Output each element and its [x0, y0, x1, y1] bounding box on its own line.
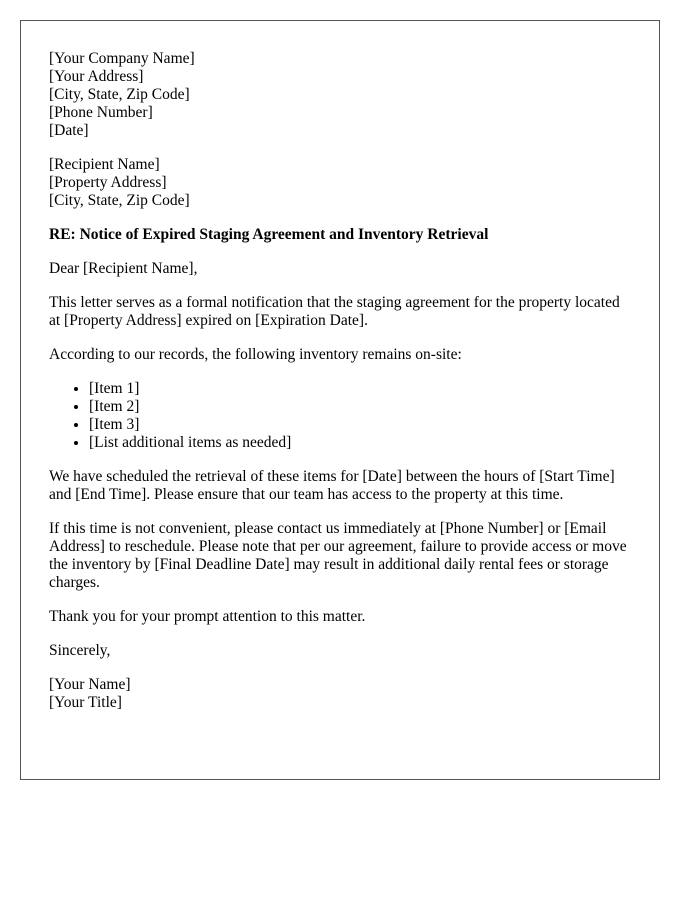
sender-address: [Your Address]: [49, 68, 144, 85]
sender-phone: [Phone Number]: [49, 104, 153, 121]
sender-company: [Your Company Name]: [49, 50, 195, 67]
contact-paragraph: If this time is not convenient, please contact us immediately at [Phone Number] or [Email Address] to reschedule. Please note that per our agreement, failure to provide access or move the inventory by [Final Deadline Date] may result in additional daily rental fees or storage charges.: [49, 520, 627, 591]
list-item: • [Item 2]: [89, 398, 631, 416]
signature-block: [49, 676, 631, 712]
sender-block: [49, 50, 631, 140]
thanks-paragraph: Thank you for your prompt attention to this matter.: [49, 608, 366, 625]
recipient-property-address: [Property Address]: [49, 174, 167, 191]
letter-body: [49, 50, 631, 712]
salutation: Dear [Recipient Name],: [49, 260, 198, 277]
list-item: • [Item 3]: [89, 416, 631, 434]
signature-title: [Your Title]: [49, 694, 122, 711]
sender-city-state-zip: [City, State, Zip Code]: [49, 86, 190, 103]
subject-line: RE: Notice of Expired Staging Agreement and Inventory Retrieval: [49, 226, 489, 243]
signature-name: [Your Name]: [49, 676, 131, 693]
closing: Sincerely,: [49, 642, 111, 659]
inventory-intro-paragraph: According to our records, the following inventory remains on-site:: [49, 346, 462, 363]
recipient-name: [Recipient Name]: [49, 156, 160, 173]
letter-page: [20, 20, 660, 780]
letter-date: [Date]: [49, 122, 89, 139]
schedule-paragraph: We have scheduled the retrieval of these items for [Date] between the hours of [Start Time] and [End Time]. Please ensure that our team has access to the property at this time.: [49, 468, 615, 503]
intro-paragraph: This letter serves as a formal notification that the staging agreement for the property located at [Property Address] expired on [Expiration Date].: [49, 294, 620, 329]
list-item: • [List additional items as needed]: [89, 434, 631, 452]
recipient-city-state-zip: [City, State, Zip Code]: [49, 192, 190, 209]
recipient-block: [49, 156, 631, 210]
inventory-list: [49, 380, 631, 452]
list-item: • [Item 1]: [89, 380, 631, 398]
